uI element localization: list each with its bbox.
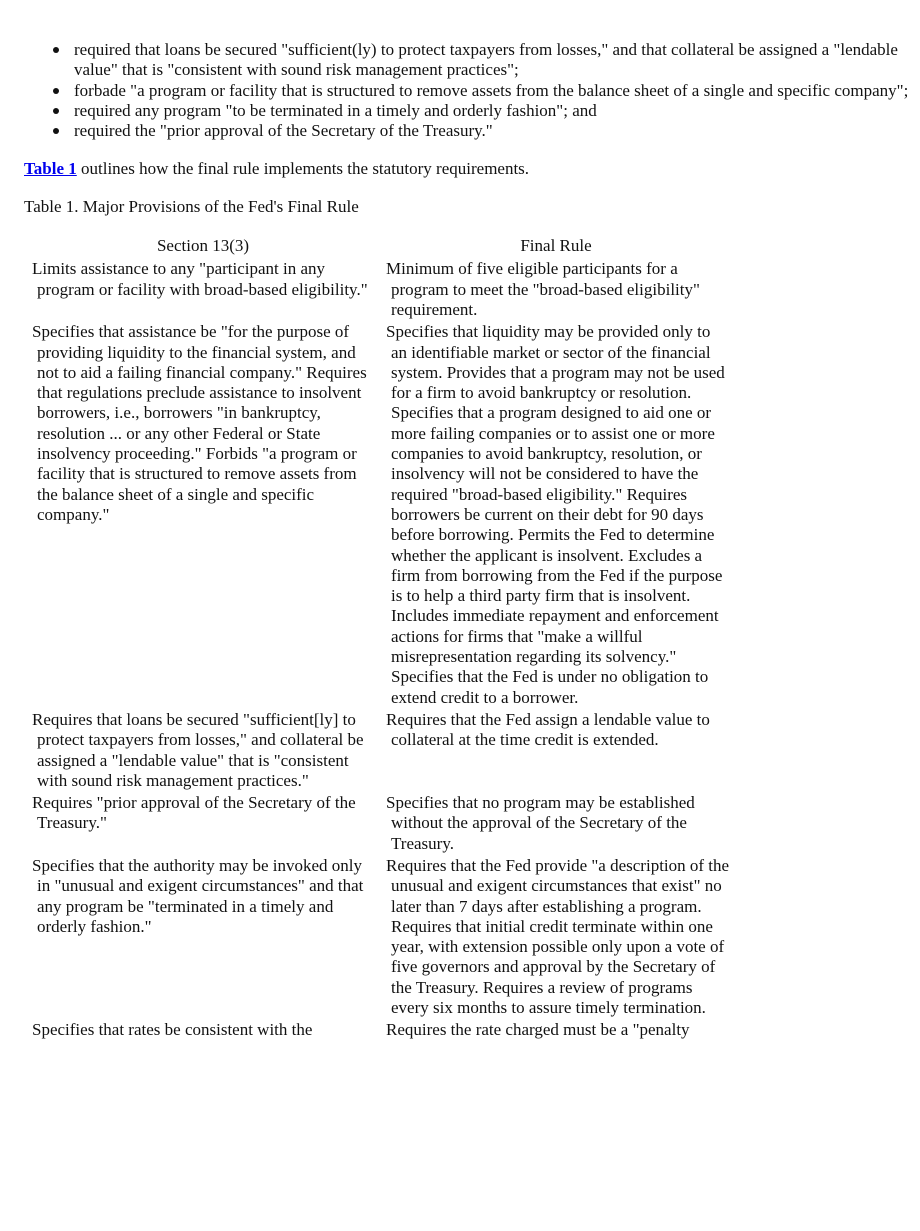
column-header-final-rule: Final Rule [520, 236, 592, 256]
document-page [0, 40, 920, 1043]
section-cell: Specifies that assistance be "for the purpose of providing liquidity to the financial system, and not to aid a failing financial company." Requires that regulations preclude assistance to insolvent borrowers, i.e., borrowers "in bankruptcy, resolution ... or any other Federal or State insolvency proceeding." Forbids "a program or facility that is structured to remove assets from the balance sheet of a single and specific company." [32, 322, 367, 524]
list-item [69, 121, 920, 141]
table-row [28, 259, 730, 322]
rule-cell: Requires that the Fed provide "a description of the unusual and exigent circumstances that exist" no later than 7 days after establishing a program. Requires that initial credit terminate within one year, with extension possible only upon a vote of five governors and approval by the Secretary of the Treasury. Requires a review of programs every six months to assure timely termination. [386, 855, 730, 1018]
table-header-row [28, 236, 730, 259]
table-caption: Table 1. Major Provisions of the Fed's Final Rule [24, 196, 359, 216]
list-item-text: forbade "a program or facility that is structured to remove assets from the balance sheet of a single and specific company"; [74, 80, 909, 100]
list-item-text: required the "prior approval of the Secretary of the Treasury." [74, 121, 493, 141]
table-1-link[interactable]: Table 1 [24, 159, 77, 179]
rule-cell: Specifies that liquidity may be provided only to an identifiable market or sector of the financial system. Provides that a program may not be used for a firm to avoid bankruptcy or resolution. Specifies that a program designed to aid one or more failing companies or to assist one or more companies to avoid bankruptcy, resolution, or insolvency will not be considered to have the required "broad-based eligibility." Requires borrowers be current on their debt for 90 days before borrowing. Permits the Fed to determine whether the applicant is insolvent. Excludes a firm from borrowing from the Fed if the purpose is to help a third party firm that is insolvent. Includes immediate repayment and enforcement actions for firms that "make a willful misrepresentation regarding its solvency." Specifies that the Fed is under no obligation to extend credit to a borrower. [386, 322, 725, 707]
section-cell: Limits assistance to any "participant in any program or facility with broad-based eligibility." [32, 259, 368, 299]
section-cell: Specifies that rates be consistent with the [32, 1020, 313, 1040]
rule-cell: Minimum of five eligible participants for a program to meet the "broad-based eligibility" requirement. [386, 259, 700, 319]
rule-cell: Requires that the Fed assign a lendable value to collateral at the time credit is extended. [386, 709, 710, 750]
list-item-text: required that loans be secured "sufficient(ly) to protect taxpayers from losses," and that collateral be assigned a "lendable value" that is "consistent with sound risk management practices"; [74, 40, 898, 80]
section-cell: Requires that loans be secured "sufficient[ly] to protect taxpayers from losses," and collateral be assigned a "lendable value" that is "consistent with sound risk management practices." [32, 709, 364, 790]
section-cell: Requires "prior approval of the Secretary of the Treasury." [32, 793, 356, 833]
table-row [28, 1020, 730, 1042]
section-cell: Specifies that the authority may be invoked only in "unusual and exigent circumstances" and that any program be "terminated in a timely and orderly fashion." [32, 855, 364, 936]
list-item [69, 81, 920, 101]
list-item [69, 40, 920, 81]
list-item-text: required any program "to be terminated in a timely and orderly fashion"; and [74, 100, 597, 120]
provisions-table [28, 236, 730, 1043]
table-row [28, 856, 730, 1020]
rule-cell: Specifies that no program may be established without the approval of the Secretary of the Treasury. [386, 793, 695, 853]
requirements-list [24, 40, 920, 141]
column-header-section: Section 13(3) [156, 236, 250, 256]
list-item [69, 101, 920, 121]
intro-text: outlines how the final rule implements the statutory requirements. [76, 159, 530, 179]
table-row [28, 793, 730, 856]
rule-cell: Requires the rate charged must be a "penalty [386, 1020, 690, 1040]
table-row [28, 322, 730, 710]
table-row [28, 710, 730, 793]
intro-paragraph [24, 159, 920, 179]
